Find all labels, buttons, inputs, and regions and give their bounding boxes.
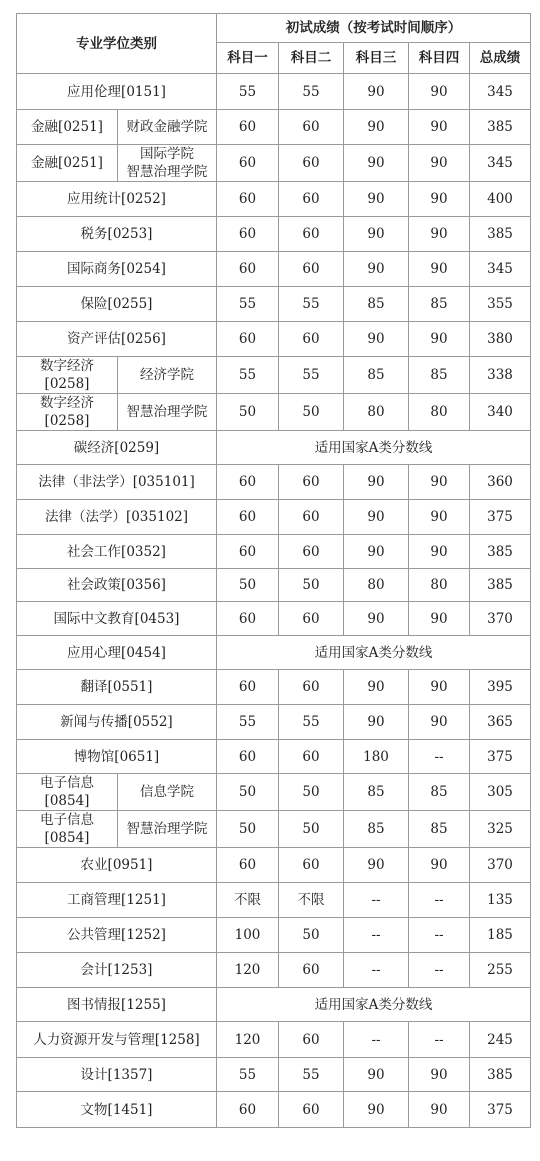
subject-1-score: 120 bbox=[217, 953, 279, 988]
total-score: 340 bbox=[470, 394, 531, 431]
total-score: 385 bbox=[470, 1058, 531, 1092]
major-name: 应用心理[0454] bbox=[17, 636, 217, 670]
table-row bbox=[17, 670, 531, 705]
total-score: 255 bbox=[470, 953, 531, 988]
subject-3-score: 90 bbox=[344, 848, 409, 883]
table-row bbox=[17, 182, 531, 217]
subject-3-score: 85 bbox=[344, 774, 409, 811]
subject-4-score: -- bbox=[409, 918, 470, 953]
subject-4-score: 85 bbox=[409, 811, 470, 848]
subject-1-score: 60 bbox=[217, 322, 279, 357]
subject-1-score: 50 bbox=[217, 569, 279, 602]
subject-2-score: 50 bbox=[279, 569, 344, 602]
subject-1-score: 60 bbox=[217, 500, 279, 535]
subject-4-score: 90 bbox=[409, 217, 470, 252]
subject-2-score: 60 bbox=[279, 535, 344, 569]
total-score: 135 bbox=[470, 883, 531, 918]
total-score: 385 bbox=[470, 110, 531, 145]
table-row bbox=[17, 145, 531, 182]
total-header: 总成绩 bbox=[470, 43, 531, 74]
subject-1-score: 60 bbox=[217, 182, 279, 217]
subject-3-score: -- bbox=[344, 1022, 409, 1058]
table-row bbox=[17, 500, 531, 535]
subject-3-score: 90 bbox=[344, 670, 409, 705]
school-name: 信息学院 bbox=[118, 774, 217, 811]
table-row bbox=[17, 287, 531, 322]
major-name: 数字经济 [0258] bbox=[17, 357, 118, 394]
table-row bbox=[17, 883, 531, 918]
major-name: 电子信息 [0854] bbox=[17, 811, 118, 848]
table-row bbox=[17, 394, 531, 431]
major-name: 设计[1357] bbox=[17, 1058, 217, 1092]
subject-3-score: 85 bbox=[344, 287, 409, 322]
subject-3-score: 90 bbox=[344, 252, 409, 287]
subject-2-score: 50 bbox=[279, 394, 344, 431]
major-name: 金融[0251] bbox=[17, 145, 118, 182]
subject-1-score: 60 bbox=[217, 1092, 279, 1128]
subject-4-score: 90 bbox=[409, 465, 470, 500]
major-name: 社会工作[0352] bbox=[17, 535, 217, 569]
subject-1-score: 50 bbox=[217, 774, 279, 811]
subject-4-score: -- bbox=[409, 740, 470, 774]
major-name: 工商管理[1251] bbox=[17, 883, 217, 918]
subject-3-score: 90 bbox=[344, 705, 409, 740]
subject-4-score: 80 bbox=[409, 569, 470, 602]
total-score: 385 bbox=[470, 535, 531, 569]
subject-2-score: 60 bbox=[279, 110, 344, 145]
subject-1-score: 60 bbox=[217, 252, 279, 287]
subject-3-score: 90 bbox=[344, 1092, 409, 1128]
table-row bbox=[17, 740, 531, 774]
subject-4-score: 80 bbox=[409, 394, 470, 431]
subject-1-score: 55 bbox=[217, 357, 279, 394]
total-score: 305 bbox=[470, 774, 531, 811]
total-score: 245 bbox=[470, 1022, 531, 1058]
subject-1-score: 60 bbox=[217, 602, 279, 636]
subject-3-score: -- bbox=[344, 953, 409, 988]
subject-1-score: 60 bbox=[217, 740, 279, 774]
total-score: 370 bbox=[470, 848, 531, 883]
total-score: 355 bbox=[470, 287, 531, 322]
subject-3-score: 80 bbox=[344, 394, 409, 431]
subject-4-score: 90 bbox=[409, 1092, 470, 1128]
table-row bbox=[17, 569, 531, 602]
major-name: 应用统计[0252] bbox=[17, 182, 217, 217]
score-group-header: 初试成绩（按考试时间顺序） bbox=[217, 14, 531, 43]
subject-1-score: 60 bbox=[217, 535, 279, 569]
subject-2-score: 55 bbox=[279, 1058, 344, 1092]
table-row bbox=[17, 918, 531, 953]
subject-2-score: 不限 bbox=[279, 883, 344, 918]
major-name: 国际商务[0254] bbox=[17, 252, 217, 287]
table-row bbox=[17, 848, 531, 883]
subject-3-score: -- bbox=[344, 918, 409, 953]
subject-1-score: 55 bbox=[217, 74, 279, 110]
major-name: 翻译[0551] bbox=[17, 670, 217, 705]
total-score: 185 bbox=[470, 918, 531, 953]
table-row bbox=[17, 535, 531, 569]
total-score: 360 bbox=[470, 465, 531, 500]
subject-2-score: 60 bbox=[279, 953, 344, 988]
total-score: 325 bbox=[470, 811, 531, 848]
subject-1-score: 60 bbox=[217, 110, 279, 145]
subject-2-score: 55 bbox=[279, 287, 344, 322]
subject-4-score: 90 bbox=[409, 848, 470, 883]
subject-4-score: 90 bbox=[409, 252, 470, 287]
subject-2-score: 55 bbox=[279, 74, 344, 110]
subject-4-score: 90 bbox=[409, 182, 470, 217]
subject-2-score: 60 bbox=[279, 670, 344, 705]
school-name: 智慧治理学院 bbox=[118, 811, 217, 848]
subject-1-score: 100 bbox=[217, 918, 279, 953]
major-name: 新闻与传播[0552] bbox=[17, 705, 217, 740]
subject-2-score: 60 bbox=[279, 1022, 344, 1058]
subject-4-score: 90 bbox=[409, 602, 470, 636]
subject-3-score: 180 bbox=[344, 740, 409, 774]
subject-4-score: 90 bbox=[409, 670, 470, 705]
total-score: 395 bbox=[470, 670, 531, 705]
major-name: 法律（非法学）[035101] bbox=[17, 465, 217, 500]
subject-2-header: 科目二 bbox=[279, 43, 344, 74]
table-row bbox=[17, 1092, 531, 1128]
major-name: 数字经济 [0258] bbox=[17, 394, 118, 431]
table-row bbox=[17, 431, 531, 465]
subject-4-score: 85 bbox=[409, 287, 470, 322]
school-name: 经济学院 bbox=[118, 357, 217, 394]
total-score: 380 bbox=[470, 322, 531, 357]
subject-4-score: -- bbox=[409, 883, 470, 918]
subject-2-score: 60 bbox=[279, 322, 344, 357]
major-name: 图书情报[1255] bbox=[17, 988, 217, 1022]
table-row bbox=[17, 636, 531, 670]
subject-1-score: 60 bbox=[217, 670, 279, 705]
subject-3-score: 90 bbox=[344, 217, 409, 252]
table-row bbox=[17, 252, 531, 287]
subject-3-header: 科目三 bbox=[344, 43, 409, 74]
major-name: 电子信息 [0854] bbox=[17, 774, 118, 811]
subject-3-score: 90 bbox=[344, 145, 409, 182]
subject-3-score: 90 bbox=[344, 322, 409, 357]
school-name: 国际学院 智慧治理学院 bbox=[118, 145, 217, 182]
table-row bbox=[17, 705, 531, 740]
subject-2-score: 60 bbox=[279, 602, 344, 636]
subject-3-score: 80 bbox=[344, 569, 409, 602]
subject-1-score: 50 bbox=[217, 394, 279, 431]
major-name: 资产评估[0256] bbox=[17, 322, 217, 357]
subject-2-score: 50 bbox=[279, 918, 344, 953]
table-row bbox=[17, 1022, 531, 1058]
table-row bbox=[17, 1058, 531, 1092]
category-header: 专业学位类别 bbox=[17, 14, 217, 74]
table-row bbox=[17, 988, 531, 1022]
subject-4-score: 90 bbox=[409, 322, 470, 357]
subject-4-score: 90 bbox=[409, 1058, 470, 1092]
subject-2-score: 55 bbox=[279, 357, 344, 394]
subject-3-score: 90 bbox=[344, 465, 409, 500]
score-note: 适用国家A类分数线 bbox=[217, 431, 531, 465]
total-score: 375 bbox=[470, 500, 531, 535]
subject-1-score: 55 bbox=[217, 287, 279, 322]
subject-1-score: 50 bbox=[217, 811, 279, 848]
total-score: 385 bbox=[470, 217, 531, 252]
score-note: 适用国家A类分数线 bbox=[217, 636, 531, 670]
subject-3-score: 90 bbox=[344, 182, 409, 217]
subject-4-score: 90 bbox=[409, 705, 470, 740]
subject-3-score: 90 bbox=[344, 110, 409, 145]
subject-1-score: 120 bbox=[217, 1022, 279, 1058]
major-name: 会计[1253] bbox=[17, 953, 217, 988]
school-name: 智慧治理学院 bbox=[118, 394, 217, 431]
major-name: 文物[1451] bbox=[17, 1092, 217, 1128]
total-score: 385 bbox=[470, 569, 531, 602]
total-score: 345 bbox=[470, 74, 531, 110]
table-row bbox=[17, 110, 531, 145]
subject-1-score: 55 bbox=[217, 705, 279, 740]
total-score: 338 bbox=[470, 357, 531, 394]
table-row bbox=[17, 953, 531, 988]
table-body bbox=[17, 74, 531, 1128]
major-name: 法律（法学）[035102] bbox=[17, 500, 217, 535]
major-name: 国际中文教育[0453] bbox=[17, 602, 217, 636]
subject-2-score: 60 bbox=[279, 1092, 344, 1128]
major-name: 碳经济[0259] bbox=[17, 431, 217, 465]
subject-2-score: 50 bbox=[279, 774, 344, 811]
total-score: 345 bbox=[470, 252, 531, 287]
subject-3-score: 90 bbox=[344, 500, 409, 535]
major-name: 保险[0255] bbox=[17, 287, 217, 322]
table-row bbox=[17, 322, 531, 357]
total-score: 400 bbox=[470, 182, 531, 217]
subject-3-score: 90 bbox=[344, 535, 409, 569]
subject-4-score: 90 bbox=[409, 74, 470, 110]
subject-3-score: 85 bbox=[344, 811, 409, 848]
subject-1-score: 不限 bbox=[217, 883, 279, 918]
table-row bbox=[17, 357, 531, 394]
table-row bbox=[17, 811, 531, 848]
subject-1-score: 60 bbox=[217, 145, 279, 182]
subject-4-score: 90 bbox=[409, 110, 470, 145]
major-name: 人力资源开发与管理[1258] bbox=[17, 1022, 217, 1058]
table-row bbox=[17, 465, 531, 500]
subject-3-score: 90 bbox=[344, 74, 409, 110]
total-score: 375 bbox=[470, 740, 531, 774]
subject-1-score: 60 bbox=[217, 465, 279, 500]
school-name: 财政金融学院 bbox=[118, 110, 217, 145]
subject-2-score: 60 bbox=[279, 182, 344, 217]
score-table bbox=[16, 13, 531, 1128]
subject-4-score: 90 bbox=[409, 500, 470, 535]
subject-3-score: 90 bbox=[344, 1058, 409, 1092]
total-score: 365 bbox=[470, 705, 531, 740]
subject-3-score: 85 bbox=[344, 357, 409, 394]
subject-4-header: 科目四 bbox=[409, 43, 470, 74]
subject-2-score: 60 bbox=[279, 848, 344, 883]
subject-2-score: 60 bbox=[279, 145, 344, 182]
subject-1-score: 60 bbox=[217, 848, 279, 883]
subject-2-score: 60 bbox=[279, 465, 344, 500]
subject-4-score: 85 bbox=[409, 774, 470, 811]
score-note: 适用国家A类分数线 bbox=[217, 988, 531, 1022]
subject-2-score: 60 bbox=[279, 217, 344, 252]
subject-1-score: 55 bbox=[217, 1058, 279, 1092]
subject-1-score: 60 bbox=[217, 217, 279, 252]
subject-2-score: 60 bbox=[279, 500, 344, 535]
subject-4-score: 90 bbox=[409, 145, 470, 182]
major-name: 农业[0951] bbox=[17, 848, 217, 883]
subject-3-score: 90 bbox=[344, 602, 409, 636]
major-name: 公共管理[1252] bbox=[17, 918, 217, 953]
table-row bbox=[17, 217, 531, 252]
subject-4-score: -- bbox=[409, 953, 470, 988]
total-score: 370 bbox=[470, 602, 531, 636]
major-name: 金融[0251] bbox=[17, 110, 118, 145]
subject-4-score: 85 bbox=[409, 357, 470, 394]
total-score: 375 bbox=[470, 1092, 531, 1128]
major-name: 博物馆[0651] bbox=[17, 740, 217, 774]
total-score: 345 bbox=[470, 145, 531, 182]
subject-2-score: 55 bbox=[279, 705, 344, 740]
subject-2-score: 60 bbox=[279, 740, 344, 774]
subject-2-score: 60 bbox=[279, 252, 344, 287]
subject-4-score: -- bbox=[409, 1022, 470, 1058]
table-row bbox=[17, 774, 531, 811]
subject-3-score: -- bbox=[344, 883, 409, 918]
table-row bbox=[17, 74, 531, 110]
subject-4-score: 90 bbox=[409, 535, 470, 569]
major-name: 社会政策[0356] bbox=[17, 569, 217, 602]
major-name: 应用伦理[0151] bbox=[17, 74, 217, 110]
subject-2-score: 50 bbox=[279, 811, 344, 848]
table-row bbox=[17, 602, 531, 636]
subject-1-header: 科目一 bbox=[217, 43, 279, 74]
major-name: 税务[0253] bbox=[17, 217, 217, 252]
